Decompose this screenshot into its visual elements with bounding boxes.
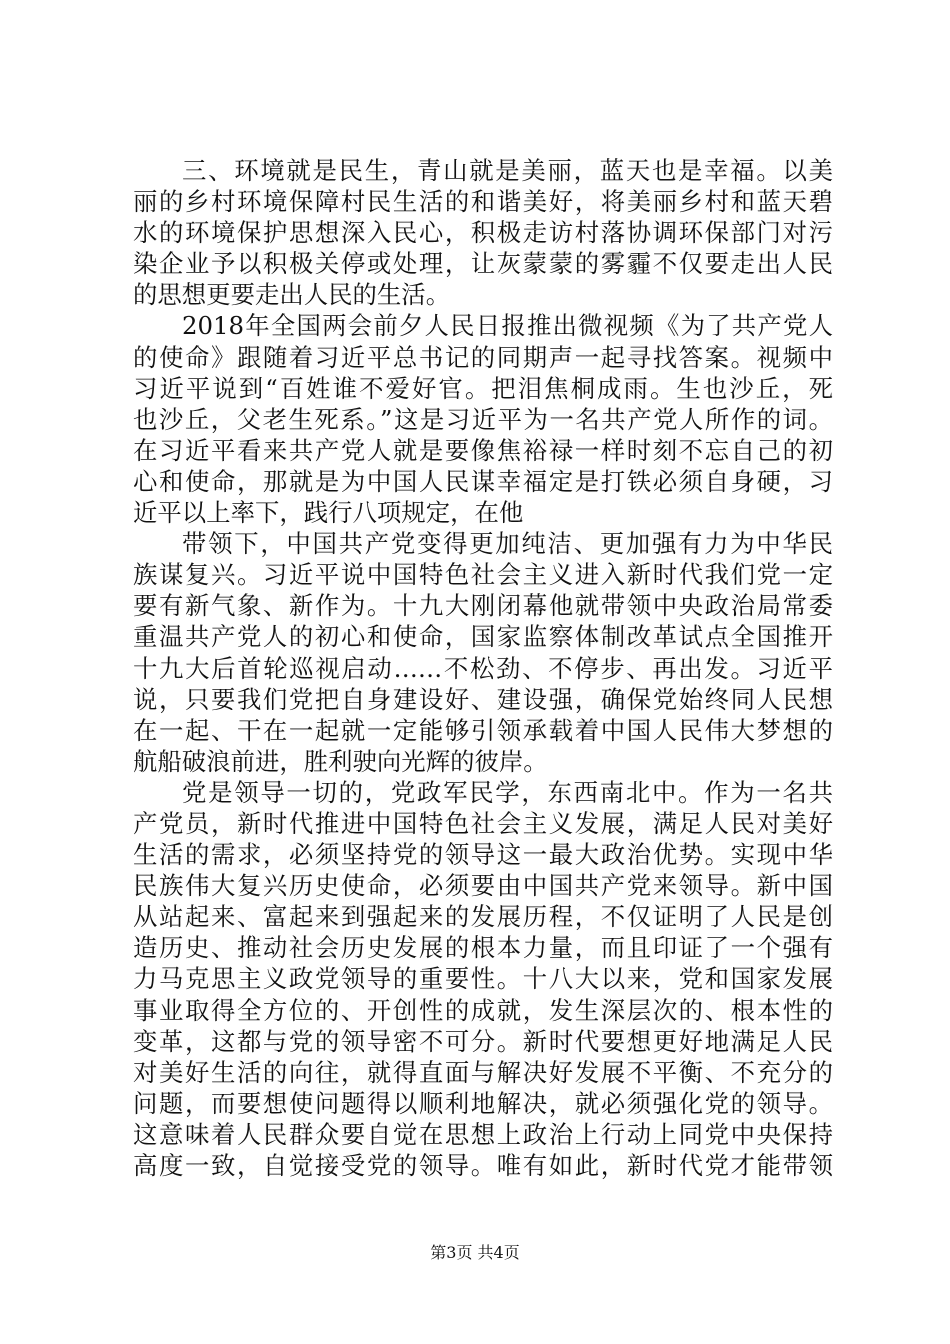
text-line: 族谋复兴。习近平说中国特色社会主义进入新时代我们党一定 (133, 560, 833, 590)
text-line: 对美好生活的向往，就得直面与解决好发展不平衡、不充分的 (133, 1057, 833, 1087)
text-line: 近平以上率下，践行八项规定，在他 (133, 498, 524, 528)
text-line: 在习近平看来共产党人就是要像焦裕禄一样时刻不忘自己的初 (133, 435, 833, 465)
text-line: 力马克思主义政党领导的重要性。十八大以来，党和国家发展 (133, 964, 833, 994)
text-line: 丽的乡村环境保障村民生活的和谐美好，将美丽乡村和蓝天碧 (133, 187, 833, 217)
document-body (133, 155, 833, 1181)
text-line: 变革，这都与党的领导密不可分。新时代要想更好地满足人民 (133, 1026, 833, 1056)
text-line: 航船破浪前进，胜利驶向光辉的彼岸。 (133, 746, 548, 776)
text-line: 习近平说到“百姓谁不爱好官。把泪焦桐成雨。生也沙丘，死 (133, 373, 833, 403)
text-line: 在一起、干在一起就一定能够引领承载着中国人民伟大梦想的 (133, 715, 833, 745)
text-line: 带领下，中国共产党变得更加纯洁、更加强有力为中华民 (182, 529, 833, 559)
text-line: 党是领导一切的，党政军民学，东西南北中。作为一名共 (182, 777, 833, 807)
text-line: 事业取得全方位的、开创性的成就，发生深层次的、根本性的 (133, 995, 833, 1025)
text-line: 重温共产党人的初心和使命，国家监察体制改革试点全国推开 (133, 622, 833, 652)
text-line: 问题，而要想使问题得以顺利地解决，就必须强化党的领导。 (133, 1088, 833, 1118)
text-line: 说，只要我们党把自身建设好、建设强，确保党始终同人民想 (133, 684, 833, 714)
text-line: 造历史、推动社会历史发展的根本力量，而且印证了一个强有 (133, 933, 833, 963)
text-line: 的使命》跟随着习近平总书记的同期声一起寻找答案。视频中 (133, 342, 833, 372)
text-line: 生活的需求，必须坚持党的领导这一最大政治优势。实现中华 (133, 840, 833, 870)
text-line: 高度一致，自觉接受党的领导。唯有如此，新时代党才能带领 (133, 1151, 833, 1180)
text-line: 2018年全国两会前夕人民日报推出微视频《为了共产党人 (182, 311, 833, 341)
text-line: 要有新气象、新作为。十九大刚闭幕他就带领中央政治局常委 (133, 591, 833, 621)
text-line: 从站起来、富起来到强起来的发展历程，不仅证明了人民是创 (133, 902, 833, 932)
text-line: 水的环境保护思想深入民心，积极走访村落协调环保部门对污 (133, 218, 833, 248)
text-line: 三、环境就是民生，青山就是美丽，蓝天也是幸福。以美 (182, 156, 833, 185)
page-footer: 第3页 共4页 (430, 1243, 520, 1262)
text-line: 这意味着人民群众要自觉在思想上政治上行动上同党中央保持 (133, 1119, 833, 1149)
text-line: 心和使命，那就是为中国人民谋幸福定是打铁必须自身硬，习 (133, 466, 833, 496)
text-line: 十九大后首轮巡视启动……不松劲、不停步、再出发。习近平 (133, 653, 833, 683)
text-line: 也沙丘，父老生死系。”这是习近平为一名共产党人所作的词。 (133, 404, 833, 434)
text-line: 的思想更要走出人民的生活。 (133, 280, 451, 310)
text-line: 民族伟大复兴历史使命，必须要由中国共产党来领导。新中国 (133, 871, 833, 901)
text-line: 染企业予以积极关停或处理，让灰蒙蒙的雾霾不仅要走出人民 (133, 249, 833, 279)
text-line: 产党员，新时代推进中国特色社会主义发展，满足人民对美好 (133, 808, 833, 838)
